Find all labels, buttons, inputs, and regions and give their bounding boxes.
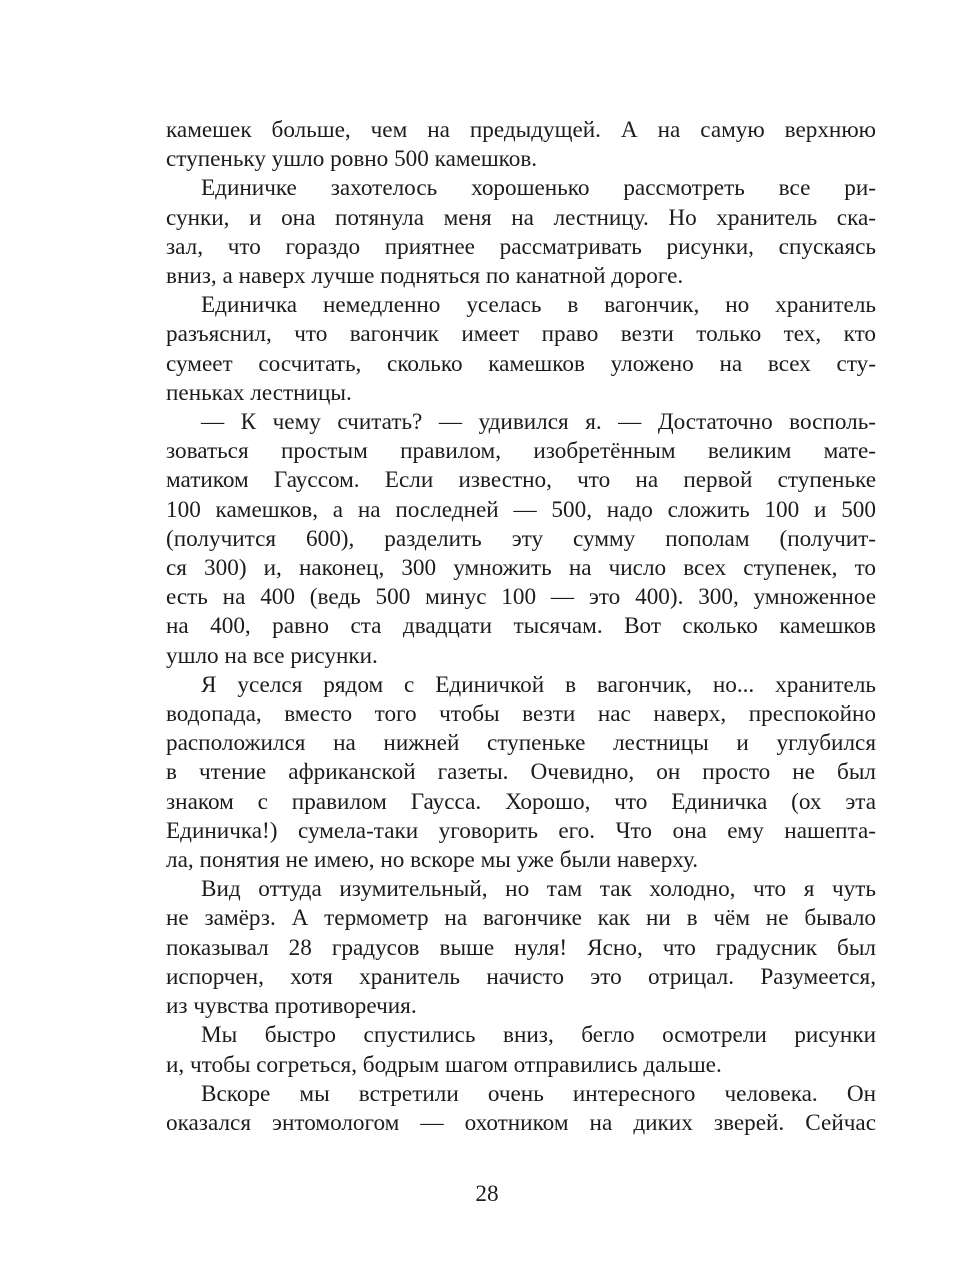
text-line: сумеет сосчитать, сколько камешков уложено на всех сту- bbox=[166, 350, 876, 377]
text-line: зоваться простым правилом, изобретённым великим мате- bbox=[166, 438, 876, 465]
text-line: на 400, равно ста двадцати тысячам. Вот сколько камешков bbox=[166, 613, 876, 640]
text-line: Вскоре мы встретили очень интересного человека. Он bbox=[201, 1080, 876, 1107]
text-line: вниз, а наверх лучше подняться по канатной дороге. bbox=[166, 263, 684, 290]
text-line: есть на 400 (ведь 500 минус 100 — это 400). 300, умноженное bbox=[166, 584, 876, 611]
text-line: расположился на нижней ступеньке лестницы и углубился bbox=[166, 730, 876, 757]
text-line: 100 камешков, а на последней — 500, надо сложить 100 и 500 bbox=[166, 496, 876, 523]
text-line: (получится 600), разделить эту сумму пополам (получит- bbox=[166, 525, 876, 552]
text-line: из чувства противоречия. bbox=[166, 993, 417, 1020]
text-line: водопада, вместо того чтобы везти нас наверх, преспокойно bbox=[166, 701, 876, 728]
text-line: сунки, и она потянула меня на лестницу. Но хранитель ска- bbox=[166, 204, 876, 231]
text-line: и, чтобы согреться, бодрым шагом отправились дальше. bbox=[166, 1051, 722, 1078]
text-line: испорчен, хотя хранитель начисто это отрицал. Разумеется, bbox=[166, 963, 876, 990]
text-line: камешек больше, чем на предыдущей. А на самую верхнюю bbox=[166, 117, 876, 143]
text-line: Я уселся рядом с Единичкой в вагончик, но... хранитель bbox=[201, 671, 876, 698]
page-number: 28 bbox=[475, 1181, 499, 1207]
text-line: пеньках лестницы. bbox=[166, 379, 352, 406]
text-line: Единичке захотелось хорошенько рассмотреть все ри- bbox=[201, 175, 876, 202]
text-line: — К чему считать? — удивился я. — Достаточно восполь- bbox=[201, 409, 876, 436]
text-line: показывал 28 градусов выше нуля! Ясно, что градусник был bbox=[166, 934, 876, 961]
text-line: разъяснил, что вагончик имеет право везти только тех, кто bbox=[166, 321, 876, 348]
text-line: не замёрз. А термометр на вагончике как ни в чём не бывало bbox=[166, 905, 876, 932]
text-line: в чтение африканской газеты. Очевидно, он просто не был bbox=[166, 759, 876, 786]
text-line: Вид оттуда изумительный, но там так холодно, что я чуть bbox=[201, 876, 876, 903]
text-line: Единичка!) сумела-таки уговорить его. Что она ему нашепта- bbox=[166, 817, 876, 844]
text-line: ступеньку ушло ровно 500 камешков. bbox=[166, 146, 538, 173]
text-line: Мы быстро спустились вниз, бегло осмотрели рисунки bbox=[201, 1022, 876, 1049]
text-line: оказался энтомологом — охотником на диких зверей. Сейчас bbox=[166, 1109, 876, 1136]
text-line: зал, что гораздо приятнее рассматривать рисунки, спускаясь bbox=[166, 233, 876, 260]
text-line: Единичка немедленно уселась в вагончик, но хранитель bbox=[201, 292, 876, 319]
text-line: ла, понятия не имею, но вскоре мы уже были наверху. bbox=[166, 847, 699, 874]
text-line: ушло на все рисунки. bbox=[166, 642, 378, 669]
text-line: знаком с правилом Гаусса. Хорошо, что Единичка (ох эта bbox=[166, 788, 876, 815]
text-line: ся 300) и, наконец, 300 умножить на число всех ступенек, то bbox=[166, 555, 876, 582]
text-line: матиком Гауссом. Если известно, что на первой ступеньке bbox=[166, 467, 876, 494]
body-text bbox=[166, 116, 876, 1138]
